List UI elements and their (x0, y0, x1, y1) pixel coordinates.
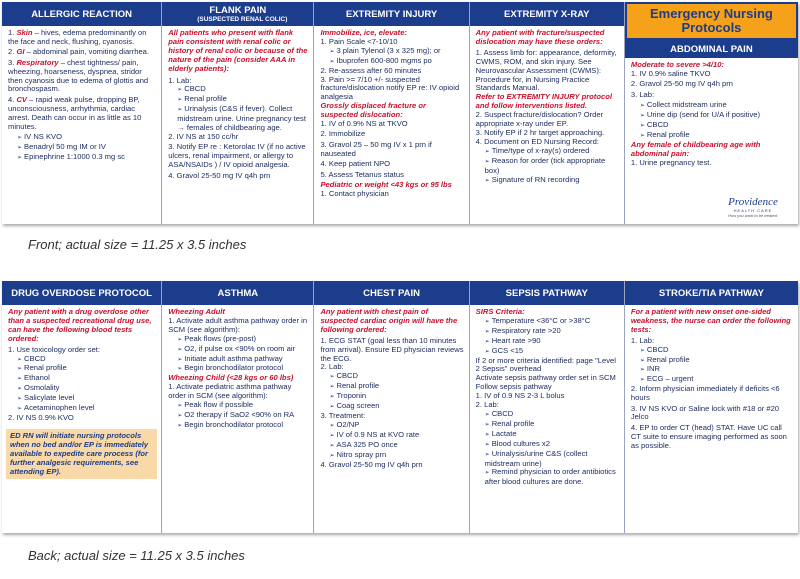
back-card (2, 281, 798, 533)
asthma-panel (162, 281, 314, 533)
abdominal-female-list (631, 159, 793, 168)
sepsis-criteria-item: ➢ Temperature <36°C or >38°C (485, 317, 619, 327)
logo-tagline: How you want to be treated. (728, 213, 778, 218)
chest-pain-panel (314, 281, 469, 533)
chest-lab-item: ➢ Coag screen (329, 402, 463, 412)
asthma-adult-heading: Wheezing Adult (168, 307, 225, 316)
allergic-symptom-item (8, 59, 156, 95)
overdose-item-2: 2. IV NS 0.9% KVO (8, 412, 74, 422)
injury-fracture-item: 5. Assess Tetanus status (320, 169, 404, 179)
flank-pain-title: FLANK PAIN (209, 5, 267, 16)
chest-treatment-item: ➢ Nitro spray prn (329, 451, 463, 461)
symptom-text: – hives, edema predominantly on the face and neck, flushing, cyanosis. (8, 28, 147, 46)
extremity-xray-header: EXTREMITY X-RAY (470, 2, 624, 26)
abdominal-item: 1. IV 0.9% saline TKVO (630, 68, 711, 78)
chest-item-3: 3. Treatment: (320, 410, 366, 420)
flank-lab-item: ➢ Urinalysis (C&S if fever). Collect midstream urine. Urine pregnancy test → females of childbearing age. (177, 105, 308, 133)
sepsis-header: SEPSIS PATHWAY (470, 281, 624, 305)
extremity-injury-panel (314, 2, 469, 224)
flank-pain-header (162, 2, 313, 26)
allergic-reaction-panel (2, 2, 162, 224)
chest-treatment-item: ➢ IV of 0.9 NS at KVO rate (329, 431, 463, 441)
asthma-adult-item: ➢ Begin bronchodilator protocol (177, 364, 308, 374)
xray-item-1: 1. Assess limb for: appearance, deformity, CWMS, ROM, and skin injury. See Neurovascular Assessment (CWMS): Procedure for, in Nursing Practice Standards Manual. (475, 47, 617, 93)
stroke-lab-item: ➢ INR (640, 365, 793, 375)
extremity-injury-header: EXTREMITY INJURY (314, 2, 468, 26)
injury-heading-immobilize: Immobilize, ice, elevate: (320, 28, 407, 37)
stroke-intro: For a patient with new onset one-sided weakness, the nurse can order the following tests: (630, 307, 791, 334)
chest-lab-item: ➢ Renal profile (329, 382, 463, 392)
symptom-number: 4. (8, 94, 17, 104)
symptom-number: 1. (8, 28, 17, 37)
abdominal-items-list (631, 70, 793, 100)
asthma-child-list (168, 401, 308, 431)
front-caption: Front; actual size = 11.25 x 3.5 inches (28, 237, 247, 252)
xray-intro: Any patient with fracture/suspected dislocation may have these orders: (475, 28, 605, 46)
sepsis-lab-list (476, 410, 619, 487)
injury-item-2: 2. Re-assess after 60 minutes (320, 65, 422, 75)
chest-item-4: 4. Gravol 25-50 mg IV q4h prn (320, 459, 423, 469)
chest-treatment-item: ➢ O2/NP (329, 421, 463, 431)
toxicology-item: ➢ Ethanol (17, 374, 156, 384)
abdominal-lab-item: ➢ Renal profile (640, 131, 793, 141)
chest-intro: Any patient with chest pain of suspected cardiac origin will have the following ordered: (320, 307, 458, 334)
chest-item-2: 2. Lab: (320, 362, 344, 372)
abdominal-lab-item: ➢ Collect midstream urine (640, 101, 793, 111)
xray-document-item: ➢ Reason for order (tick appropriate box) (485, 157, 619, 176)
asthma-child-item: 1. Activate pediatric asthma pathway order in SCM (see algorithm): (168, 382, 292, 401)
flank-lab-label: 1. Lab: (168, 75, 192, 85)
protocols-title: Emergency Nursing Protocols (625, 2, 798, 40)
overdose-item-1: 1. Use toxicology order set: (8, 344, 101, 354)
stroke-items-list (631, 385, 793, 450)
abdominal-lab-item: ➢ CBCD (640, 121, 793, 131)
stroke-item-1: 1. Lab: (630, 335, 655, 345)
injury-pain-subs (320, 47, 463, 67)
flank-lab-list (168, 85, 308, 133)
injury-fracture-item: 2. Immobilize (320, 129, 366, 139)
stroke-header: STROKE/TIA PATHWAY (625, 281, 798, 305)
asthma-child-item: ➢ Peak flow if possible (177, 401, 308, 411)
symptom-label: GI (16, 47, 25, 57)
extremity-xray-panel (470, 2, 625, 224)
sepsis-panel (470, 281, 625, 533)
injury-pain-sub-item: ➢ 3 plain Tylenol (3 x 325 mg); or (329, 47, 463, 57)
chest-lab-list (320, 372, 463, 412)
allergic-symptom-item (8, 48, 156, 57)
chest-item-1: 1. ECG STAT (goal less than 10 minutes from arrival). Ensure ED physician reviews the ECG. (320, 335, 464, 363)
sepsis-criteria-item: ➢ Respiratory rate >20 (485, 327, 619, 337)
stroke-lab-item: ➢ ECG – urgent (640, 375, 793, 385)
abdominal-lab-item: ➢ Urine dip (send for U/A if positive) (640, 111, 793, 121)
injury-fracture-item: 3. Gravol 25 – 50 mg IV x 1 prn if nauseated (320, 139, 432, 158)
symptom-label: Skin (16, 28, 33, 37)
allergic-reaction-header: ALLERGIC REACTION (2, 2, 161, 26)
injury-item-1: 1. Pain Scale <7-10/10 (320, 36, 398, 46)
back-caption: Back; actual size = 11.25 x 3.5 inches (28, 548, 245, 563)
xray-document-list (476, 147, 619, 186)
front-card (2, 2, 798, 224)
xray-document-item: ➢ Signature of RN recording (485, 176, 619, 186)
symptom-label: Respiratory (16, 57, 59, 67)
symptom-number: 2. (8, 47, 17, 57)
flank-items-list (168, 133, 308, 181)
flank-pain-panel (162, 2, 314, 224)
protocols-panel (625, 2, 798, 224)
sepsis-item-2: 2. Lab: (475, 400, 499, 410)
xray-document-item: ➢ Time/type of x-ray(s) ordered (485, 147, 619, 157)
flank-item: 4. Gravol 25-50 mg IV q4h prn (168, 170, 271, 180)
stroke-item: 2. Inform physician immediately if deficits <6 hours (630, 384, 780, 403)
sepsis-text-1: If 2 or more criteria identified: page "Level 2 Sepsis" overhead (475, 355, 616, 374)
toxicology-item: ➢ Osmolality (17, 384, 156, 394)
symptom-text: – abdominal pain, vomiting diarrhea. (24, 47, 150, 57)
overdose-toxicology-list (8, 355, 156, 414)
allergic-order-item: ➢ IV NS KVO (17, 133, 156, 143)
asthma-child-heading: Wheezing Child (<28 kgs or 60 lbs) (168, 373, 294, 383)
flank-lab-item: ➢ CBCD (177, 85, 308, 95)
sepsis-lab-item: ➢ Urinalysis/urine C&S (collect midstream urine) (485, 450, 619, 469)
sepsis-lab-item: ➢ Lactate (485, 430, 619, 440)
symptom-label: CV (16, 94, 28, 104)
injury-pediatric-list (320, 190, 463, 199)
allergic-order-item: ➢ Benadryl 50 mg IM or IV (17, 143, 156, 153)
asthma-child-item: ➢ O2 therapy if SaO2 <90% on RA (177, 411, 308, 421)
abdominal-item: 2. Gravol 25-50 mg IV q4h prn (630, 79, 734, 89)
stroke-panel (625, 281, 798, 533)
asthma-adult-list (168, 335, 308, 375)
abdominal-female: Any female of childbearing age with abdominal pain: (630, 139, 761, 158)
chest-lab-item: ➢ Troponin (329, 392, 463, 402)
toxicology-item: ➢ Salicylate level (17, 394, 156, 404)
xray-refer: Refer to EXTREMITY INJURY protocol and follow interventions listed. (475, 92, 612, 111)
stroke-lab-item: ➢ CBCD (640, 346, 793, 356)
injury-item-3: 3. Pain >= 7/10 +/- suspected fracture/dislocation notify EP re: IV opioid analgesia (320, 74, 460, 102)
injury-fracture-list (320, 120, 463, 179)
abdominal-female-item: 1. Urine pregnancy test. (630, 157, 712, 167)
sepsis-criteria-item: ➢ Heart rate >90 (485, 337, 619, 347)
injury-fracture-item: 1. IV of 0.9% NS at TKVO (320, 119, 408, 129)
asthma-adult-item: 1. Activate adult asthma pathway order in SCM (see algorithm): (168, 315, 308, 334)
asthma-child-item: ➢ Begin bronchodilator protocol (177, 421, 308, 431)
drug-overdose-header: DRUG OVERDOSE PROTOCOL (2, 281, 161, 305)
symptom-number: 3. (8, 57, 17, 67)
logo-name: Providence (728, 196, 778, 208)
injury-heading-fracture: Grossly displaced fracture or suspected dislocation: (320, 101, 426, 120)
drug-overdose-panel (2, 281, 162, 533)
chest-treatment-list (320, 421, 463, 461)
toxicology-item: ➢ CBCD (17, 355, 156, 365)
flank-lab-item: ➢ Renal profile (177, 95, 308, 105)
nursing-protocol-note: ED RN will initiate nursing protocols when no bed and/or EP is immediately available to expedite care process (for further analgesic requirements, see attending EP). (6, 429, 157, 480)
providence-logo (718, 196, 788, 218)
sepsis-criteria-list (476, 317, 619, 357)
abdominal-lab-list (631, 101, 793, 141)
abdominal-pain-header: ABDOMINAL PAIN (625, 40, 798, 58)
flank-pain-subtitle: (SUSPECTED RENAL COLIC) (197, 16, 288, 23)
abdominal-item: 3. Lab: (630, 89, 655, 99)
chest-pain-header: CHEST PAIN (314, 281, 468, 305)
injury-pain-sub-item: ➢ Ibuprofen 600-800 mgms po (329, 57, 463, 67)
asthma-adult-item: ➢ Peak flows (pre-post) (177, 335, 308, 345)
chest-lab-item: ➢ CBCD (329, 372, 463, 382)
flank-item: 3. Notify EP re : Ketorolac IV (if no active ulcers, renal impairment, or allergy to ASA/NSAIDs ) / IV opioid analgesia. (168, 142, 306, 170)
sepsis-item-1: 1. IV of 0.9 NS 2-3 L bolus (475, 391, 565, 401)
stroke-lab-list (631, 346, 793, 386)
asthma-header: ASTHMA (162, 281, 313, 305)
sepsis-criteria-item: ➢ GCS <15 (485, 347, 619, 357)
toxicology-item: ➢ Acetaminophen level (17, 404, 156, 414)
allergic-symptom-item (8, 29, 156, 47)
asthma-adult-item: ➢ O2, if pulse ox <90% on room air (177, 345, 308, 355)
symptom-text: – chest tightness/ pain, wheezing, hoarseness, dyspnea, stridor then cyanosis due to edema of glottis and bronchospasm. (8, 57, 149, 94)
allergic-symptom-list (8, 29, 156, 131)
abdominal-intro: Moderate to severe >4/10: (630, 60, 724, 69)
xray-item-3: 3. Notify EP if 2 hr target approaching. (475, 127, 605, 137)
toxicology-item: ➢ Renal profile (17, 364, 156, 374)
stroke-lab-item: ➢ Renal profile (640, 356, 793, 366)
allergic-orders-list (8, 133, 156, 163)
symptom-text: – rapid weak pulse, dropping BP, unconsciousness, arrhythmia, cardiac arrest. Death can occur in as little as 10 minutes. (8, 94, 142, 131)
allergic-symptom-item (8, 96, 156, 132)
logo-subtitle: HEALTH CARE (733, 208, 773, 213)
sepsis-lab-item: ➢ CBCD (485, 410, 619, 420)
injury-heading-pediatric: Pediatric or weight <43 kgs or 95 lbs (320, 180, 452, 189)
stroke-item: 3. IV NS KVO or Saline lock with #18 or #20 Jelco (630, 403, 780, 422)
injury-pediatric-item: 1. Contact physician (320, 188, 389, 198)
asthma-adult-item: ➢ Initiate adult asthma pathway (177, 355, 308, 365)
sepsis-lab-item: ➢ Renal profile (485, 420, 619, 430)
overdose-intro: Any patient with a drug overdose other than a suspected recreational drug use, can have the following blood tests ordered: (8, 307, 152, 343)
sepsis-lab-item: ➢ Blood cultures x2 (485, 440, 619, 450)
injury-fracture-item: 4. Keep patient NPO (320, 159, 391, 169)
flank-item: 2. IV NS at 150 cc/hr (168, 131, 239, 141)
sepsis-criteria-heading: SIRS Criteria: (475, 307, 525, 316)
flank-pain-intro: All patients who present with flank pain consistent with renal colic or history of renal colic or because of the nature of the pain (consider AAA in elderly patients): (168, 28, 308, 73)
sepsis-text-2: Activate sepsis pathway order set in SCM (475, 373, 616, 383)
chest-treatment-item: ➢ ASA 325 PO once (329, 441, 463, 451)
allergic-order-item: ➢ Epinephrine 1:1000 0.3 mg sc (17, 153, 156, 163)
stroke-item: 4. EP to order CT (head) STAT. Have UC call CT suite to ensure imaging performed as soon as possible. (630, 422, 787, 450)
xray-item-2: 2. Suspect fracture/dislocation? Order appropriate x-ray under EP. (475, 110, 604, 129)
sepsis-text-3: Follow sepsis pathway (475, 382, 552, 392)
xray-item-4: 4. Document on ED Nursing Record: (475, 136, 599, 146)
sepsis-lab-item: ➢ Remind physician to order antibiotics after blood cultures are done. (485, 468, 619, 487)
